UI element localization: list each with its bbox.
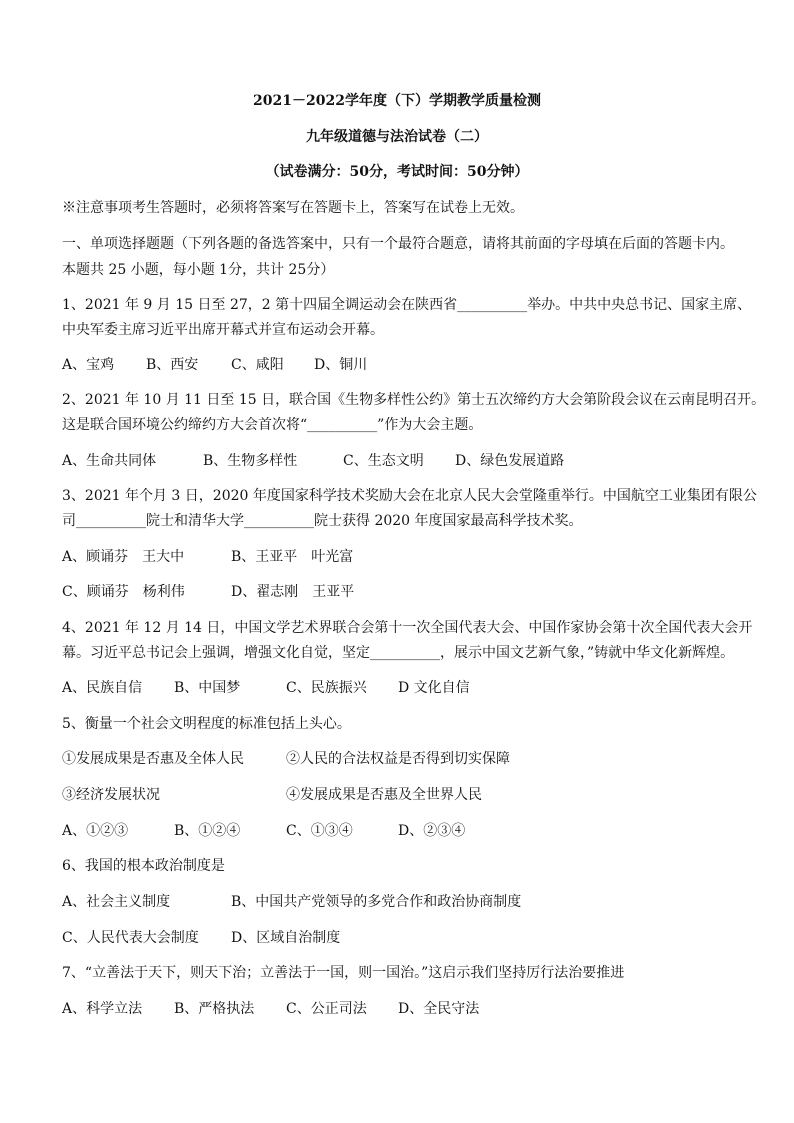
question-4-line2: 幕。习近平总书记会上强调，增强文化自觉，坚定__________，展示中国文艺新气象，”铸就中华文化新辉煌。	[62, 645, 735, 661]
notice: ※注意事项考生答题时，必须将答案写在答题卡上，答案写在试卷上无效。	[62, 200, 524, 216]
question-1-option-b: B、西安	[146, 357, 199, 373]
question-5-option-d: D、②③④	[398, 823, 466, 839]
question-5-option-b: B、①②④	[174, 823, 241, 839]
question-5-statement-4: ④发展成果是否惠及全世界人民	[286, 787, 482, 803]
question-5-option-a: A、①②③	[62, 823, 129, 839]
question-4-option-a: A、民族自信	[62, 680, 143, 696]
question-6-stem: 6、我国的根本政治制度是	[62, 858, 225, 874]
question-6-option-d: D、区域自治制度	[231, 930, 341, 946]
question-4-option-b: B、中国梦	[174, 680, 241, 696]
question-5-statement-1: ①发展成果是否惠及全体人民	[62, 751, 244, 767]
question-6-option-a: A、社会主义制度	[62, 894, 171, 910]
question-6-option-b: B、中国共产党领导的多党合作和政治协商制度	[231, 894, 522, 910]
question-2-line2: 这是联合国环境公约缔约方大会首次将“__________”作为大会主题。	[62, 417, 483, 433]
question-7-option-c: C、公正司法	[286, 1001, 367, 1017]
question-2-line1: 2、2021 年 10 月 11 日至 15 日，联合国《生物多样性公约》第士五次缔约方大会第阶段会议在云南昆明召开。	[62, 392, 766, 408]
question-3-line2: 司__________院士和清华大学__________院士获得 2020 年度国家最高科学技术奖。	[62, 513, 583, 529]
question-4-line1: 4、2021 年 12 月 14 日，中国文学艺术界联合会第十一次全国代表大会、中国作家协会第十次全国代表大会开	[62, 620, 753, 636]
question-7-option-d: D、全民守法	[398, 1001, 480, 1017]
question-3-line1: 3、2021 年个月 3 日，2020 年度国家科学技术奖励大会在北京人民大会堂隆重举行。中国航空工业集团有限公	[62, 488, 757, 504]
question-3-option-c: C、顾诵芬 杨利伟	[62, 584, 185, 600]
question-3-option-d: D、翟志刚 王亚平	[231, 584, 355, 600]
exam-title: 九年级道德与法治试卷（二）	[306, 129, 488, 145]
question-6-option-c: C、人民代表大会制度	[62, 930, 199, 946]
question-2-option-b: B、生物多样性	[203, 453, 298, 469]
section-heading-line1: 一、单项选择题题（下列各题的备选答案中，只有一个最符合题意，请将其前面的字母填在后面的答题卡内。	[62, 236, 734, 252]
question-1-option-c: C、咸阳	[231, 357, 284, 373]
question-4-option-d: D 文化自信	[398, 680, 470, 696]
question-2-option-d: D、绿色发展道路	[455, 453, 565, 469]
question-2-option-c: C、生态文明	[343, 453, 424, 469]
question-5-option-c: C、①③④	[286, 823, 353, 839]
exam-info: （试卷满分：50分，考试时间：50分钟）	[265, 164, 529, 180]
question-5-statement-3: ③经济发展状况	[62, 787, 160, 803]
question-5-stem: 5、衡量一个社会文明程度的标准包括上头心。	[62, 716, 351, 732]
question-2-option-a: A、生命共同体	[62, 453, 157, 469]
section-heading-line2: 本题共 25 小题，每小题 1分，共计 25分）	[62, 262, 335, 278]
question-1-option-a: A、宝鸡	[62, 357, 115, 373]
question-1-line1: 1、2021 年 9 月 15 日至 27，2 第十四届全调运动会在陕西省__________举办。中共中央总书记、国家主席、	[62, 297, 752, 313]
question-7-option-b: B、严格执法	[174, 1001, 255, 1017]
year-title: 2021－2022学年度（下）学期教学质量检测	[253, 93, 541, 109]
question-3-option-b: B、王亚平 叶光富	[231, 549, 354, 565]
question-1-option-d: D、铜川	[314, 357, 368, 373]
question-1-line2: 中央军委主席习近平出席开幕式并宣布运动会开幕。	[62, 322, 384, 338]
question-3-option-a: A、顾诵芬 王大中	[62, 549, 185, 565]
question-7-option-a: A、科学立法	[62, 1001, 143, 1017]
question-5-statement-2: ②人民的合法权益是否得到切实保障	[286, 751, 510, 767]
question-4-option-c: C、民族振兴	[286, 680, 367, 696]
question-7-stem: 7、“立善法于天下，则天下治；立善法于一国，则一国治。”这启示我们坚持厉行法治要推进	[62, 965, 625, 981]
